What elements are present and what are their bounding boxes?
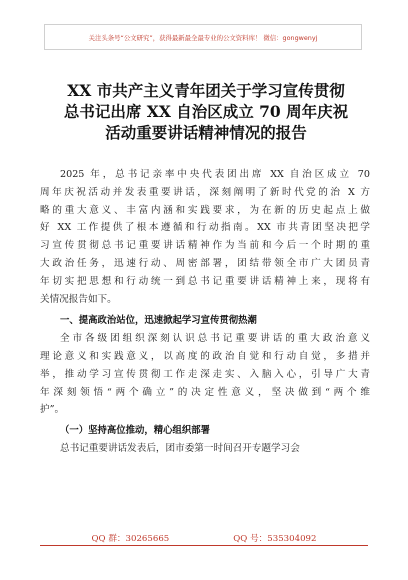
body-line: 周年庆祝活动并发表重要讲话，深刻阐明了新时代党的治 X 方 xyxy=(40,186,370,198)
body-line: 年切实把思想和行动统一到总书记重要讲话精神上来，现将有 xyxy=(40,275,370,287)
body-line: 全市各级团组织深刻认识总书记重要讲话的重大政治意义 xyxy=(60,333,370,345)
body-line: 大政治任务，迅速行动、周密部署，团结带领全市广大团员青 xyxy=(40,257,370,269)
body-line: 2025 年，总书记亲率中央代表团出席 XX 自治区成立 70 xyxy=(60,169,370,180)
header-notice-text: 关注头条号“公文研究”，获得最新最全最专业的公文资料库！ 微信：gongwenyj xyxy=(88,33,318,42)
body-line: 略的重大意义、丰富内涵和实践要求，为在新的历史起点上做 xyxy=(40,204,370,216)
title-line: 总书记出席 XX 自治区成立 70 周年庆祝 xyxy=(63,102,349,121)
body-line: 好 XX 工作提供了根本遵循和行动指南。XX 市共青团坚决把学 xyxy=(40,222,370,234)
section-heading: 一、提高政治站位，迅速掀起学习宣传贯彻热潮 xyxy=(60,315,257,327)
title-line: XX 市共产主义青年团关于学习宣传贯彻 xyxy=(67,81,345,100)
footer-qq-group: QQ 群：30265665 xyxy=(91,534,170,544)
body-line: 习宣传贯彻总书记重要讲话精神作为当前和今后一个时期的重 xyxy=(40,240,370,252)
subsection-heading: （一）坚持高位推动，精心组织部署 xyxy=(60,425,211,437)
body-line: 护”。 xyxy=(40,404,65,416)
body-line: 关情况报告如下。 xyxy=(40,293,117,305)
body-line: 年深刻领悟“两个确立”的决定性意义，坚决做到“两个维 xyxy=(40,386,370,398)
footer xyxy=(0,532,408,544)
body-line: 举，推动学习宣传贯彻工作走深走实、入脑入心，引导广大青 xyxy=(40,368,370,380)
body-line: 理论意义和实践意义，以高度的政治自觉和行动自觉，多措并 xyxy=(40,350,370,362)
header-notice-box xyxy=(44,24,362,50)
footer-divider xyxy=(40,545,368,546)
footer-qq-number: QQ 号：535304092 xyxy=(233,534,317,544)
title-line: 活动重要讲话精神情况的报告 xyxy=(105,123,307,142)
document-body xyxy=(40,166,370,458)
document-title xyxy=(36,80,376,143)
body-line: 总书记重要讲话发表后，团市委第一时间召开专题学习会 xyxy=(60,442,300,454)
